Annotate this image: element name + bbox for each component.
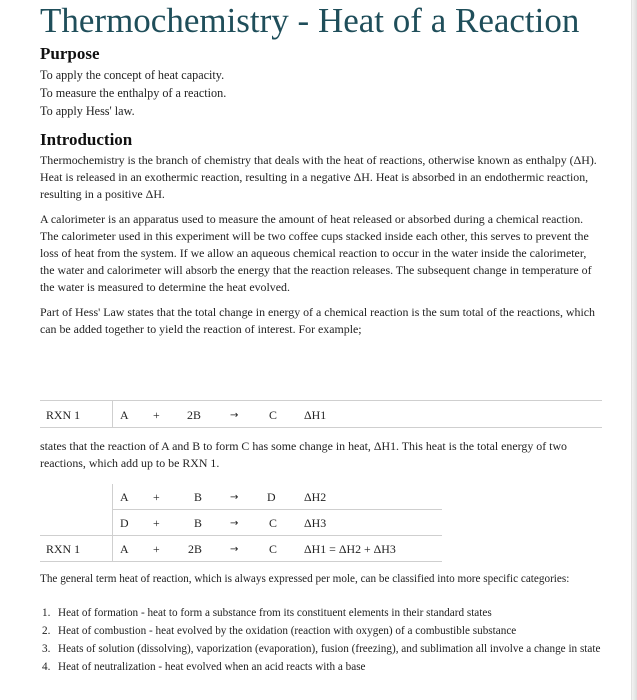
reactant-2: 2B: [187, 408, 201, 422]
plus-sign: +: [153, 516, 160, 530]
intro-paragraph-5: The general term heat of reaction, which is always expressed per mole, can be classified into more specific categories:: [40, 573, 570, 585]
intro-paragraph-4: states that the reaction of A and B to form C has some change in heat, ΔH1. This heat is the total energy of two reactions, which add up to be RXN 1.: [40, 439, 567, 470]
purpose-list: [40, 66, 602, 120]
table-rule: [40, 561, 442, 562]
list-item-text: Heat of formation - heat to form a substance from its constituent elements in their standard states: [58, 607, 492, 619]
enthalpy: ΔH3: [304, 516, 327, 530]
hess-table: [40, 484, 602, 562]
purpose-heading: Purpose: [40, 44, 100, 63]
page-title: Thermochemistry - Heat of a Reaction: [40, 1, 580, 40]
plus-sign: +: [153, 542, 160, 556]
rxn-example-row: [40, 400, 602, 428]
reaction-arrow-icon: →: [230, 410, 239, 421]
purpose-item: To measure the enthalpy of a reaction.: [40, 86, 227, 100]
intro-paragraph-3: Part of Hess' Law states that the total change in energy of a chemical reaction is the sum total of the reactions, which can be added together to yield the reaction of interest. For example;: [40, 305, 595, 336]
table-rule: [40, 535, 442, 536]
list-number: 4.: [42, 661, 51, 673]
plus-sign: +: [153, 490, 160, 504]
list-item: [40, 641, 602, 657]
plus-sign: +: [153, 408, 160, 422]
reactant-2: B: [194, 516, 202, 530]
reactant-1: A: [120, 542, 129, 556]
reaction-arrow-icon: →: [230, 544, 239, 555]
rxn-label: RXN 1: [46, 408, 81, 422]
reactant-1: A: [120, 490, 129, 504]
introduction-heading: Introduction: [40, 130, 133, 149]
enthalpy: ΔH1: [304, 408, 327, 422]
list-item: [40, 605, 602, 621]
list-number: 1.: [42, 607, 51, 619]
heat-categories-list: [40, 605, 602, 677]
reactant-2: 2B: [188, 542, 202, 556]
reactant-2: B: [194, 490, 202, 504]
list-item-text: Heats of solution (dissolving), vaporization (evaporation), fusion (freezing), and sublimation all involve a change in state: [58, 643, 601, 655]
rxn-label: RXN 1: [46, 542, 81, 556]
product: C: [269, 516, 277, 530]
product: C: [269, 542, 277, 556]
table-rule: [112, 509, 442, 510]
intro-paragraph-1: Thermochemistry is the branch of chemistry that deals with the heat of reactions, otherwise known as enthalpy (ΔH). Heat is released in an exothermic reaction, resulting in a negative ΔH. Heat is absorbed in an endothermic reaction, resulting in a positive ΔH.: [40, 153, 597, 201]
table-divider: [112, 401, 113, 427]
list-item-text: Heat of neutralization - heat evolved when an acid reacts with a base: [58, 661, 366, 673]
list-item: [40, 623, 602, 639]
reactant-1: A: [120, 408, 129, 422]
list-item-text: Heat of combustion - heat evolved by the oxidation (reaction with oxygen) of a combustible substance: [58, 625, 517, 637]
list-number: 2.: [42, 625, 51, 637]
intro-paragraph-2: A calorimeter is an apparatus used to measure the amount of heat released or absorbed during a chemical reaction. The calorimeter used in this experiment will be two coffee cups stacked inside each other, this serves to prevent the loss of heat from the system. If we allow an aqueous chemical reaction to occur in the water inside the calorimeter, the water and calorimeter will absorb the energy that the reaction releases. The subsequent change in temperature of the water is measured to determine the heat evolved.: [40, 212, 592, 294]
reactant-1: D: [120, 516, 129, 530]
enthalpy: ΔH2: [304, 490, 327, 504]
product: D: [267, 490, 276, 504]
document-body: [40, 0, 602, 673]
reaction-arrow-icon: →: [230, 492, 239, 503]
page-edge: [631, 0, 637, 700]
product: C: [269, 408, 277, 422]
enthalpy: ΔH1 = ΔH2 + ΔH3: [304, 542, 396, 556]
table-divider: [112, 484, 113, 561]
list-number: 3.: [42, 643, 51, 655]
reaction-arrow-icon: →: [230, 518, 239, 529]
purpose-item: To apply Hess' law.: [40, 104, 135, 118]
list-item: [40, 659, 602, 675]
purpose-item: To apply the concept of heat capacity.: [40, 68, 225, 82]
